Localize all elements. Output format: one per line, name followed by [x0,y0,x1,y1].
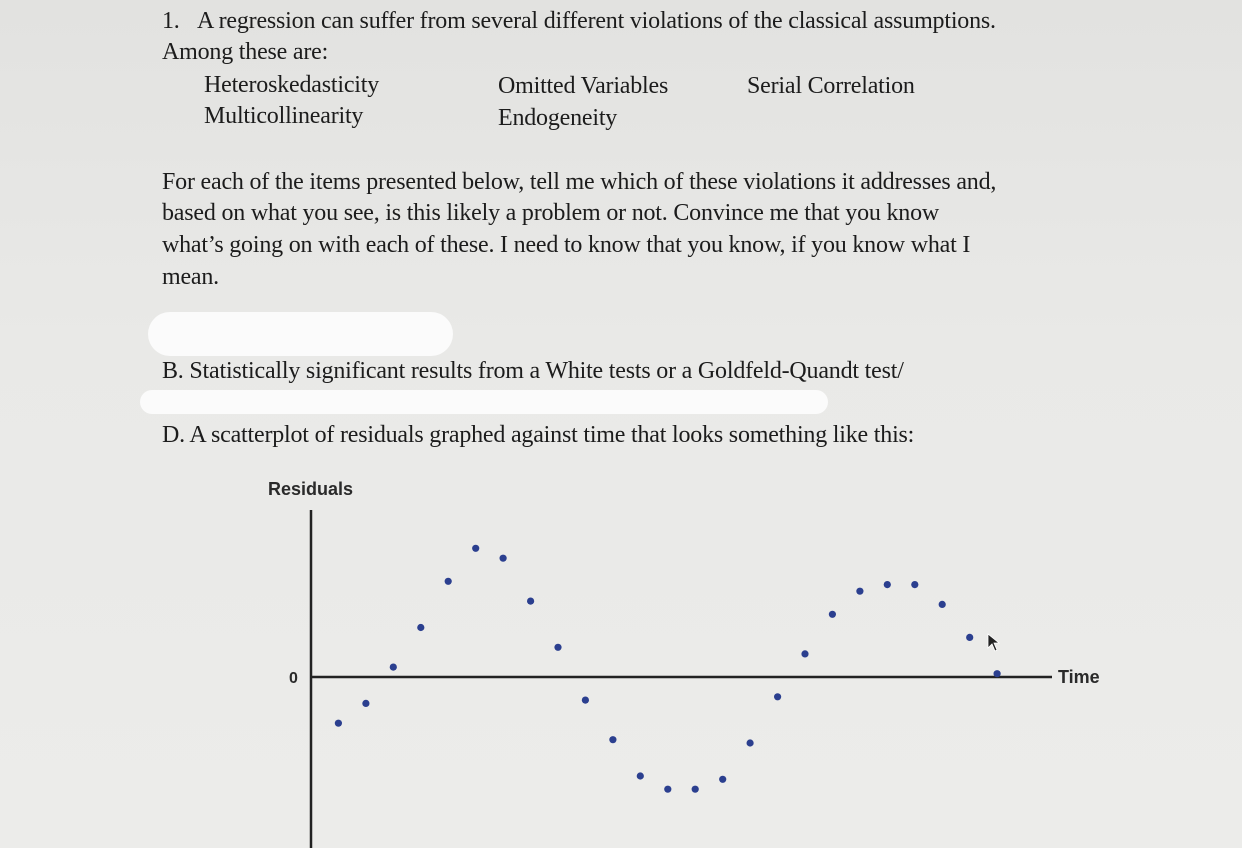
item-d: D. A scatterplot of residuals graphed against time that looks something like this: [162,422,915,448]
question-intro-line2: Among these are: [162,39,329,65]
item-b: B. Statistically significant results from a White tests or a Goldfeld-Quandt test/ [162,358,904,384]
instructions-line1: For each of the items presented below, tell me which of these violations it addresses and, [162,169,997,195]
violation-heteroskedasticity: Heteroskedasticity [204,72,380,98]
question-number: 1. [162,8,180,34]
data-point [472,545,479,552]
data-point [554,644,561,651]
data-point [692,786,699,793]
zero-tick-label: 0 [289,670,298,687]
data-point [911,581,918,588]
data-point [609,736,616,743]
data-point [829,611,836,618]
instructions-line3: what’s going on with each of these. I need to know that you know, if you know what I [162,232,971,258]
question-intro-line1: A regression can suffer from several different violations of the classical assumptions. [197,8,996,34]
data-point [390,664,397,671]
instructions-line4: mean. [162,264,219,290]
data-point [445,578,452,585]
data-point [801,650,808,657]
x-axis-label: Time [1058,667,1100,687]
data-point [747,739,754,746]
data-point [335,720,342,727]
y-axis-label: Residuals [268,479,354,499]
violation-endogeneity: Endogeneity [498,105,618,131]
data-point [500,555,507,562]
data-point [994,670,1001,677]
violation-multicollinearity: Multicollinearity [204,103,364,129]
data-point [417,624,424,631]
data-point [362,700,369,707]
violation-serial-correlation: Serial Correlation [747,73,915,99]
data-point [582,697,589,704]
data-point [637,772,644,779]
data-point [664,786,671,793]
data-point [966,634,973,641]
violation-omitted-variables: Omitted Variables [498,73,669,99]
instructions-line2: based on what you see, is this likely a problem or not. Convince me that you know [162,200,939,226]
mouse-cursor-icon [988,634,999,651]
data-point [774,693,781,700]
data-points [335,545,1001,793]
data-point [719,776,726,783]
data-point [939,601,946,608]
data-point [527,598,534,605]
data-point [856,588,863,595]
data-point [884,581,891,588]
